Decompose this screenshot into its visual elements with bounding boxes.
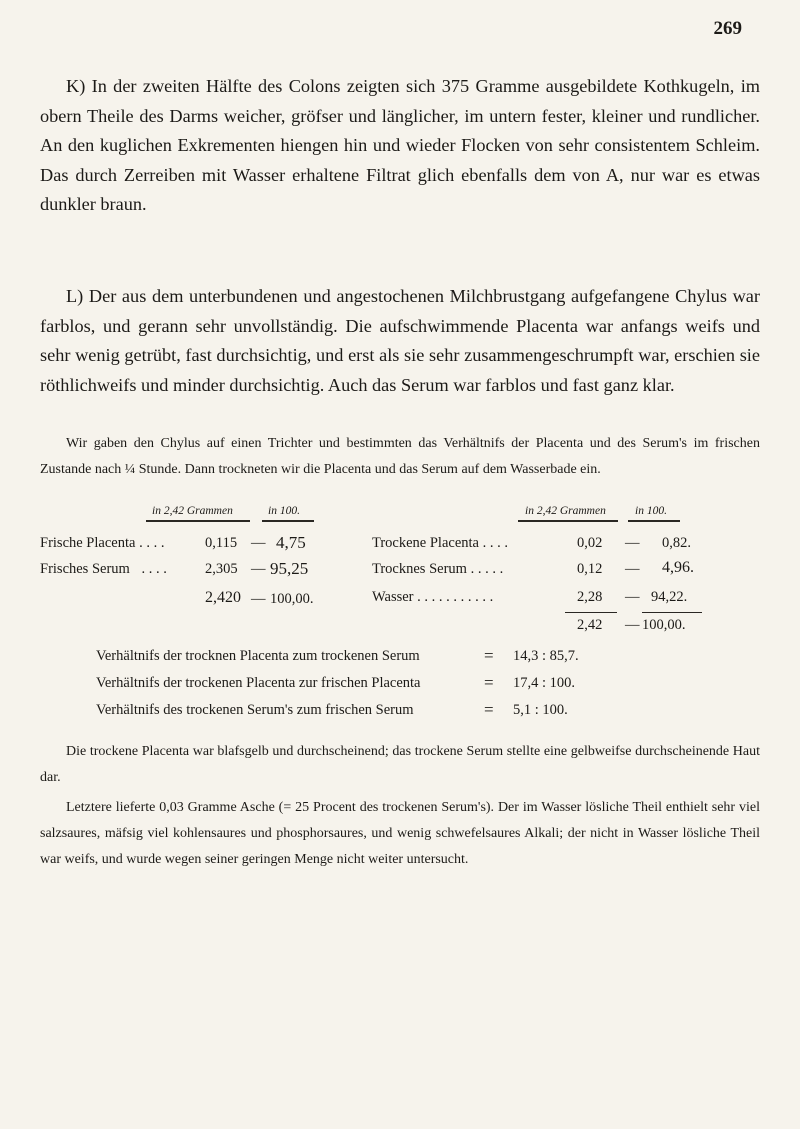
- row-label: Trockene Placenta: [372, 535, 479, 551]
- table-total-dash: —: [251, 591, 266, 607]
- row-label: Frisches Serum: [40, 561, 130, 577]
- table-right-head-underline: [628, 520, 680, 522]
- table-left-head-grams: in 2,42 Grammen: [152, 505, 233, 517]
- page-number: 269: [713, 18, 742, 39]
- table-total-grams: 2,42: [577, 617, 603, 633]
- ratio-equals: =: [484, 646, 494, 665]
- row-dots: . . . .: [482, 535, 508, 551]
- table-right-head-underline: [518, 520, 618, 522]
- row-dash: —: [625, 535, 640, 551]
- paragraph-intro: Wir gaben den Chylus auf einen Trichter und bestimmten das Verhältnifs der Placenta und des Serum's im frischen Zustande nach ¼ Stunde. Dann trockneten wir die Placenta und das Serum auf dem Wasserbade ein.: [40, 436, 760, 477]
- table-row: [372, 561, 503, 578]
- ratio-value: 17,4 : 100.: [513, 675, 576, 691]
- table-right-head-percent: in 100.: [635, 505, 667, 517]
- paragraph-asche: Letztere lieferte 0,03 Gramme Asche (= 25 Procent des trockenen Serum's). Der im Wasser lösliche Theil enthielt sehr viel salzsaures, mäfsig viel kohlensaures und phosphorsaures, und wenig schwefelsaures Alkali; der nicht in Wasser lösliche Theil war weifs, und wurde wegen seiner geringen Menge nicht weiter untersucht.: [40, 800, 760, 867]
- ratio-equals: =: [484, 673, 494, 692]
- paragraph-l: L) Der aus dem unterbundenen und angestochenen Milchbrustgang aufgefangene Chylus war farblos, und gerann sehr unvollständig. Die aufschwimmende Placenta war anfangs weifs und sehr wenig getrübt, fast durchsichtig, und erst als sie sehr zusammengeschrumpft war, erschien sie röthlichweifs und minder durchsichtig. Auch das Serum war farblos und fast ganz klar.: [40, 286, 760, 395]
- table-total-percent: 100,00.: [270, 591, 314, 607]
- row-value-percent: 4,96.: [662, 559, 694, 576]
- table-right-head-grams: in 2,42 Grammen: [525, 505, 606, 517]
- table-left-head-underline: [146, 520, 250, 522]
- row-value-percent: 94,22.: [651, 589, 688, 605]
- table-total-percent: 100,00.: [642, 617, 686, 633]
- table-row: [372, 535, 508, 552]
- sum-rule: [642, 612, 702, 613]
- paragraph-placenta: Die trockene Placenta war blafsgelb und durchscheinend; das trockene Serum stellte eine gelbweifse durchscheinende Haut dar.: [40, 744, 760, 785]
- row-label: Trocknes Serum: [372, 561, 467, 577]
- row-dots: . . . .: [139, 535, 165, 551]
- ratio-value: 5,1 : 100.: [513, 702, 568, 718]
- row-dots: . . . .: [141, 561, 167, 577]
- table-left-head-underline: [262, 520, 314, 522]
- row-dots: . . . . .: [470, 561, 504, 577]
- row-value-percent: 4,75: [276, 533, 306, 552]
- row-label: Frische Placenta: [40, 535, 136, 551]
- paragraph-k: K) In der zweiten Hälfte des Colons zeigten sich 375 Gramme ausgebildete Kothkugeln, im obern Theile des Darms weicher, gröfser und länglicher, im untern fester, kleiner und rundlicher. An den kuglichen Exkrementen hiengen hin und wieder Flocken von sehr consistentem Schleim. Das durch Zerreiben mit Wasser erhaltene Filtrat glich ebenfalls dem von A, nur war es etwas dunkler braun.: [40, 76, 760, 214]
- row-label: Wasser: [372, 589, 414, 605]
- table-row: [372, 589, 493, 606]
- row-dots: . . . . . . . . . . .: [417, 589, 494, 605]
- table-total-dash: —: [625, 617, 640, 633]
- ratio-text: Verhältnifs der trocknen Placenta zum trockenen Serum: [96, 648, 420, 664]
- ratio-text: Verhältnifs der trockenen Placenta zur frischen Placenta: [96, 675, 421, 691]
- ratio-equals: =: [484, 700, 494, 719]
- table-row: [40, 535, 164, 552]
- ratio-text: Verhältnifs des trockenen Serum's zum frischen Serum: [96, 702, 414, 718]
- row-value-grams: 2,305: [205, 561, 238, 577]
- ratio-value: 14,3 : 85,7.: [513, 648, 579, 664]
- row-dash: —: [625, 589, 640, 605]
- row-value-percent: 95,25: [270, 559, 309, 578]
- row-dash: —: [251, 535, 266, 551]
- row-value-percent: 0,82.: [662, 535, 691, 551]
- row-dash: —: [251, 561, 266, 577]
- row-dash: —: [625, 561, 640, 577]
- table-row: [40, 561, 167, 578]
- row-value-grams: 0,12: [577, 561, 603, 577]
- row-value-grams: 0,02: [577, 535, 603, 551]
- table-left-head-percent: in 100.: [268, 505, 300, 517]
- row-value-grams: 0,115: [205, 535, 238, 551]
- row-value-grams: 2,28: [577, 589, 603, 605]
- table-total-grams: 2,420: [205, 589, 241, 606]
- sum-rule: [565, 612, 617, 613]
